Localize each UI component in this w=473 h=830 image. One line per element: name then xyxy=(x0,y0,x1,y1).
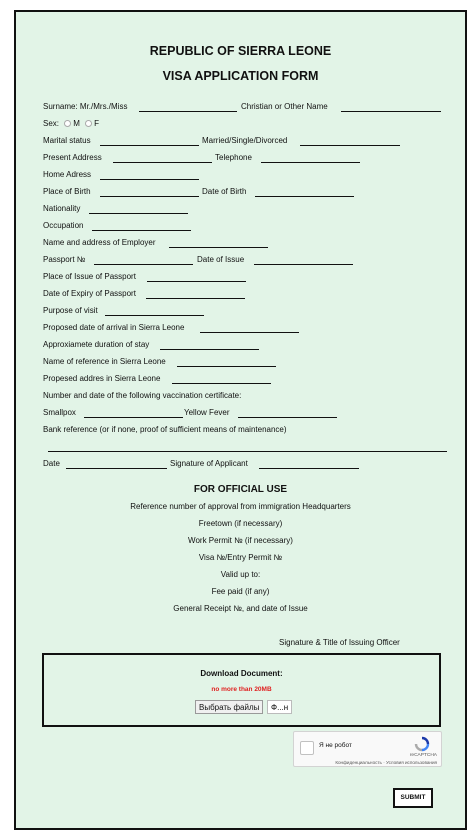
christian-label: Christian or Other Name xyxy=(241,102,328,111)
no-file-label: Ф...н xyxy=(267,700,292,714)
arrival-label: Proposed date of arrival in Sierra Leone xyxy=(43,323,185,332)
recaptcha-label: Я не робот xyxy=(319,742,352,749)
reference-name-field[interactable] xyxy=(177,366,276,367)
form-title: REPUBLIC OF SIERRA LEONE xyxy=(149,44,332,58)
present-address-field[interactable] xyxy=(113,162,212,163)
home-address-label: Home Adress xyxy=(43,170,92,179)
recaptcha-checkbox[interactable] xyxy=(300,741,314,755)
employer-label: Name and address of Employer xyxy=(43,238,156,247)
duration-label: Approxiamete duration of stay xyxy=(43,340,150,349)
sex-female-radio[interactable] xyxy=(85,120,92,127)
yellow-fever-field[interactable] xyxy=(238,417,337,418)
smallpox-field[interactable] xyxy=(84,417,183,418)
date-label: Date xyxy=(43,459,60,468)
purpose-field[interactable] xyxy=(105,315,204,316)
surname-field[interactable] xyxy=(139,111,237,112)
nationality-field[interactable] xyxy=(89,213,188,214)
recaptcha-links[interactable]: Конфиденциальность · Условия использования xyxy=(335,760,437,765)
sex-row xyxy=(43,119,99,128)
date-issue-label: Date of Issue xyxy=(197,255,245,264)
telephone-field[interactable] xyxy=(261,162,360,163)
christian-name-field[interactable] xyxy=(341,111,441,112)
sex-female-label: F xyxy=(94,119,100,128)
official-line: Visa №/Entry Permit № xyxy=(198,553,283,562)
present-address-label: Present Address xyxy=(43,153,102,162)
vaccination-label: Number and date of the following vaccination certificate: xyxy=(43,391,242,400)
date-expiry-field[interactable] xyxy=(146,298,245,299)
place-issue-field[interactable] xyxy=(147,281,246,282)
choose-files-button[interactable]: Выбрать файлы xyxy=(195,700,263,714)
form-frame xyxy=(14,10,467,830)
official-line: Reference number of approval from immigration Headquarters xyxy=(130,502,351,511)
purpose-label: Purpose of visit xyxy=(43,306,98,315)
upload-limit: no more than 20MB xyxy=(211,686,272,693)
reference-name-label: Name of reference in Sierra Leone xyxy=(43,357,166,366)
marital-label: Marital status xyxy=(43,136,91,145)
sex-label: Sex: xyxy=(43,119,60,128)
official-heading: FOR OFFICIAL USE xyxy=(193,484,288,495)
date-field[interactable] xyxy=(66,468,167,469)
home-address-field[interactable] xyxy=(100,179,199,180)
nationality-label: Nationality xyxy=(43,204,81,213)
passport-field[interactable] xyxy=(94,264,193,265)
reference-address-field[interactable] xyxy=(172,383,271,384)
official-line: Fee paid (if any) xyxy=(211,587,270,596)
occupation-field[interactable] xyxy=(92,230,191,231)
arrival-field[interactable] xyxy=(200,332,299,333)
official-line: Freetown (if necessary) xyxy=(198,519,283,528)
recaptcha-widget xyxy=(293,731,442,767)
date-birth-label: Date of Birth xyxy=(202,187,247,196)
signature-field[interactable] xyxy=(259,468,359,469)
employer-field[interactable] xyxy=(169,247,268,248)
date-expiry-label: Date of Expiry of Passport xyxy=(43,289,136,298)
form-subtitle: VISA APPLICATION FORM xyxy=(162,69,319,83)
place-issue-label: Place of Issue of Passport xyxy=(43,272,136,281)
bank-field[interactable] xyxy=(48,451,447,452)
place-birth-label: Place of Birth xyxy=(43,187,91,196)
sex-male-label: M xyxy=(73,119,80,128)
official-line: General Receipt №, and date of Issue xyxy=(173,604,308,613)
date-birth-field[interactable] xyxy=(255,196,354,197)
upload-heading: Download Document: xyxy=(200,669,283,678)
reference-address-label: Propesed addres in Sierra Leone xyxy=(43,374,161,383)
surname-label: Surname: Mr./Mrs./Miss xyxy=(43,102,128,111)
yellow-fever-label: Yellow Fever xyxy=(184,408,230,417)
signature-label: Signature of Applicant xyxy=(170,459,248,468)
marital-options-field[interactable] xyxy=(300,145,400,146)
bank-label: Bank reference (or if none, proof of sufficient means of maintenance) xyxy=(43,425,287,434)
issuing-officer-signature: Signature & Title of Issuing Officer xyxy=(279,638,400,647)
upload-box xyxy=(42,653,441,727)
occupation-label: Occupation xyxy=(43,221,84,230)
recaptcha-brand: reCAPTCHA xyxy=(409,753,437,758)
submit-button[interactable]: SUBMIT xyxy=(393,788,433,808)
marital-field[interactable] xyxy=(100,145,199,146)
telephone-label: Telephone xyxy=(215,153,252,162)
duration-field[interactable] xyxy=(160,349,259,350)
place-birth-field[interactable] xyxy=(100,196,199,197)
official-line: Valid up to: xyxy=(220,570,261,579)
marital-options-label: Married/Single/Divorced xyxy=(202,136,288,145)
date-issue-field[interactable] xyxy=(254,264,353,265)
passport-label: Passport № xyxy=(43,255,86,264)
sex-male-radio[interactable] xyxy=(64,120,71,127)
smallpox-label: Smallpox xyxy=(43,408,76,417)
official-line: Work Permit № (if necessary) xyxy=(188,536,293,545)
